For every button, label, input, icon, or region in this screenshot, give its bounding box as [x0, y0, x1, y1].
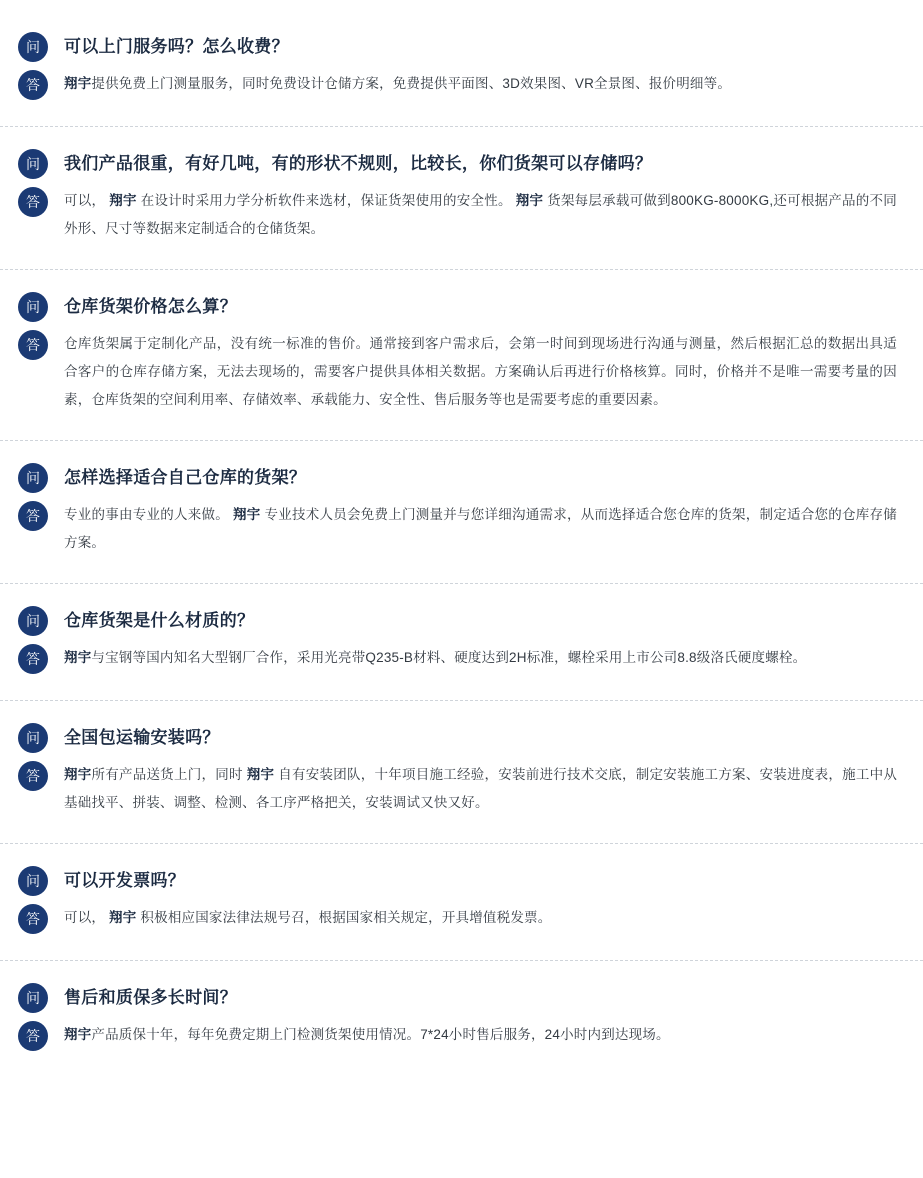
brand-name: 翔宇: [511, 193, 548, 208]
faq-question-row: [18, 10, 905, 62]
answer-segment: 提供免费上门测量服务，同时免费设计仓储方案，免费提供平面图、3D效果图、VR全景图、报价明细等。: [91, 76, 732, 91]
faq-question-row: [18, 701, 905, 753]
faq-question-text: 仓库货架是什么材质的？: [64, 611, 255, 630]
answer-segment: 货架每层承载可做到800KG-8000KG,还可根据产品的不同外形、尺寸等数据来定制适合的仓储货架。: [64, 193, 897, 236]
question-badge-icon: 问: [18, 866, 48, 896]
answer-segment: 产品质保十年，每年免费定期上门检测货架使用情况。7*24小时售后服务，24小时内到达现场。: [91, 1027, 670, 1042]
answer-segment: 专业技术人员会免费上门测量并与您详细沟通需求，从而选择适合您仓库的货架，制定适合您的仓库存储方案。: [64, 507, 898, 550]
faq-answer-text: [64, 501, 905, 557]
faq-item: [0, 584, 923, 701]
top-spacer: [0, 0, 923, 10]
answer-segment: 积极相应国家法律法规号召，根据国家相关规定，开具增值税发票。: [140, 910, 552, 925]
faq-item: [0, 10, 923, 127]
faq-answer-text: [64, 187, 905, 243]
faq-question-row: [18, 961, 905, 1013]
faq-item: [0, 701, 923, 844]
faq-answer-row: [18, 1013, 905, 1077]
faq-list: [0, 10, 923, 1077]
faq-answer-text: [64, 644, 814, 672]
faq-question-text: 可以上门服务吗？怎么收费？: [64, 37, 289, 56]
faq-answer-row: [18, 896, 905, 960]
faq-question-row: [18, 844, 905, 896]
brand-name: 翔宇: [64, 1027, 92, 1042]
answer-badge-icon: 答: [18, 330, 48, 360]
faq-item: [0, 961, 923, 1077]
answer-badge-icon: 答: [18, 187, 48, 217]
brand-name: 翔宇: [64, 76, 92, 91]
question-badge-icon: 问: [18, 606, 48, 636]
faq-item: [0, 270, 923, 441]
answer-segment: 仓库货架属于定制化产品，没有统一标准的售价。通常接到客户需求后，会第一时间到现场进行沟通与测量，然后根据汇总的数据出具适合客户的仓库存储方案，无法去现场的，需要客户提供具体相关数据。方案确认后再进行价格核算。同时，价格并不是唯一需要考量的因素，仓库货架的空间利用率、存储效率、承载能力、安全性、售后服务等也是需要考虑的重要因素。: [64, 336, 897, 407]
question-badge-icon: 问: [18, 723, 48, 753]
faq-question-text: 售后和质保多长时间？: [64, 988, 237, 1007]
faq-answer-text: [64, 761, 905, 817]
answer-badge-icon: 答: [18, 644, 48, 674]
faq-question-row: [18, 584, 905, 636]
faq-question-text: 我们产品很重，有好几吨，有的形状不规则，比较长，你们货架可以存储吗？: [64, 154, 653, 173]
faq-answer-text: [64, 70, 739, 98]
answer-segment: 自有安装团队，十年项目施工经验，安装前进行技术交底，制定安装施工方案、安装进度表，施工中从基础找平、拼装、调整、检测、各工序严格把关，安装调试又快又好。: [64, 767, 898, 810]
question-badge-icon: 问: [18, 149, 48, 179]
faq-answer-text: [64, 1021, 678, 1049]
question-badge-icon: 问: [18, 463, 48, 493]
faq-answer-row: [18, 62, 905, 126]
faq-item: [0, 441, 923, 584]
answer-badge-icon: 答: [18, 1021, 48, 1051]
answer-segment: 可以，: [64, 910, 106, 925]
faq-item: [0, 127, 923, 270]
faq-question-row: [18, 127, 905, 179]
faq-answer-row: [18, 179, 905, 269]
question-badge-icon: 问: [18, 292, 48, 322]
brand-name: 翔宇: [242, 767, 279, 782]
brand-name: 翔宇: [105, 193, 141, 208]
faq-question-row: [18, 441, 905, 493]
brand-name: 翔宇: [64, 650, 92, 665]
answer-badge-icon: 答: [18, 501, 48, 531]
faq-question-text: 可以开发票吗？: [64, 871, 186, 890]
faq-item: [0, 844, 923, 961]
faq-question-text: 仓库货架价格怎么算？: [64, 297, 237, 316]
faq-answer-row: [18, 322, 905, 440]
faq-answer-row: [18, 493, 905, 583]
brand-name: 翔宇: [105, 910, 141, 925]
brand-name: 翔宇: [64, 767, 92, 782]
answer-badge-icon: 答: [18, 904, 48, 934]
brand-name: 翔宇: [229, 507, 265, 522]
faq-answer-row: [18, 636, 905, 700]
answer-segment: 与宝钢等国内知名大型钢厂合作，采用光亮带Q235-B材料、硬度达到2H标准，螺栓采用上市公司8.8级洛氏硬度螺栓。: [91, 650, 807, 665]
faq-question-row: [18, 270, 905, 322]
faq-answer-text: [64, 904, 559, 932]
answer-segment: 可以，: [64, 193, 106, 208]
answer-segment: 专业的事由专业的人来做。: [64, 507, 230, 522]
answer-badge-icon: 答: [18, 761, 48, 791]
faq-question-text: 怎样选择适合自己仓库的货架？: [64, 468, 307, 487]
answer-segment: 所有产品送货上门，同时: [91, 767, 243, 782]
answer-badge-icon: 答: [18, 70, 48, 100]
question-badge-icon: 问: [18, 983, 48, 1013]
answer-segment: 在设计时采用力学分析软件来选材，保证货架使用的安全性。: [140, 193, 512, 208]
faq-answer-row: [18, 753, 905, 843]
question-badge-icon: 问: [18, 32, 48, 62]
faq-question-text: 全国包运输安装吗？: [64, 728, 220, 747]
faq-answer-text: [64, 330, 905, 414]
